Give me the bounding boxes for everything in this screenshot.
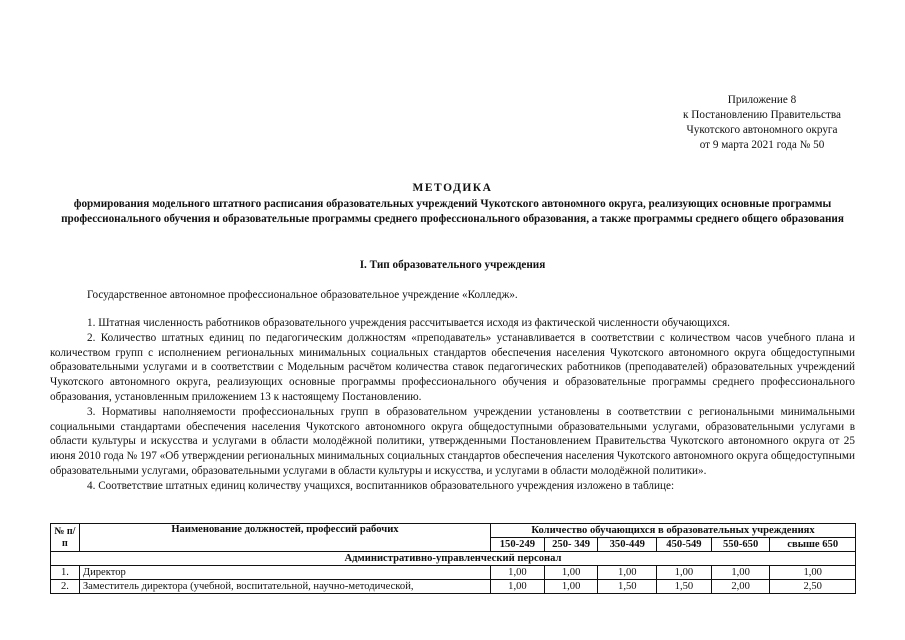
annex-line: Приложение 8 — [727, 94, 797, 106]
body-text — [50, 316, 855, 494]
row-value: 1,00 — [491, 580, 545, 594]
header-group: Количество обучающихся в образовательных учреждениях — [491, 524, 856, 538]
row-value: 1,00 — [770, 566, 856, 580]
row-name: Директор — [79, 566, 490, 580]
header-range: 150-249 — [491, 538, 545, 552]
row-name: Заместитель директора (учебной, воспитательной, научно-методической, — [79, 580, 490, 594]
document-subtitle: формирования модельного штатного расписания образовательных учреждений Чукотского автономного округа, реализующих основные программы профессионального обучения и образовательные программы среднего профессионального образования, а также программы среднего общего образования — [61, 198, 844, 225]
intro-text: Государственное автономное профессиональное образовательное учреждение «Колледж». — [87, 289, 518, 301]
header-range: 450-549 — [657, 538, 712, 552]
paragraph: 2. Количество штатных единиц по педагогическим должностям «преподаватель» устанавливается в соответствии с количеством часов учебного плана и количеством групп с исполнением региональных минимальных социальных стандартов обеспечения населения Чукотского автономного округа общедоступными образовательными услугами и в соответствии с Модельным расчётом количества ставок педагогических работников (преподавателей) образовательных учреждений Чукотского автономного округа, реализующих основные программы профессионального обучения и образовательные программы среднего профессионального образования, установленным приложением 13 к настоящему Постановлению. — [50, 331, 855, 403]
section-row: Административно-управленческий персонал — [51, 552, 856, 566]
staff-table — [50, 523, 856, 594]
row-num: 2. — [51, 580, 80, 594]
header-range: 550-650 — [711, 538, 770, 552]
row-value: 1,00 — [657, 566, 712, 580]
row-value: 1,00 — [491, 566, 545, 580]
row-value: 2,00 — [711, 580, 770, 594]
row-value: 1,50 — [598, 580, 657, 594]
paragraph: 3. Нормативы наполняемости профессиональных групп в образовательном учреждении установлены в соответствии с региональными минимальными социальными стандартами обеспечения населения Чукотского автономного округа общедоступными образовательными услугами, образовательными услугами в области культуры и искусства и услугами в области молодёжной политики, утвержденными Постановлением Правительства Чукотского автономного округа от 25 июня 2010 года № 197 «Об утверждении региональных минимальных социальных стандартов обеспечения населения Чукотского автономного округа общедоступными образовательными услугами, образовательными услугами в области культуры и искусства, и услугами в области молодёжной политики». — [50, 405, 855, 477]
header-name: Наименование должностей, профессий рабочих — [79, 524, 490, 552]
header-range: 350-449 — [598, 538, 657, 552]
table-row — [51, 580, 856, 594]
row-value: 2,50 — [770, 580, 856, 594]
header-range: 250- 349 — [544, 538, 598, 552]
annex-block — [642, 93, 882, 153]
document-title: МЕТОДИКА — [412, 182, 493, 194]
row-value: 1,00 — [711, 566, 770, 580]
annex-line: к Постановлению Правительства — [683, 109, 841, 121]
annex-line: от 9 марта 2021 года № 50 — [699, 139, 825, 151]
paragraph: 1. Штатная численность работников образовательного учреждения рассчитывается исходя из фактической численности обучающихся. — [87, 317, 730, 329]
header-range: свыше 650 — [770, 538, 856, 552]
annex-line: Чукотского автономного округа — [686, 124, 838, 136]
row-value: 1,00 — [544, 580, 598, 594]
paragraph: 4. Соответствие штатных единиц количеству учащихся, воспитанников образовательного учреждения изложено в таблице: — [87, 479, 675, 492]
table-row — [51, 566, 856, 580]
section-heading: I. Тип образовательного учреждения — [359, 259, 546, 271]
row-num: 1. — [51, 566, 80, 580]
row-value: 1,50 — [657, 580, 712, 594]
row-value: 1,00 — [598, 566, 657, 580]
header-num: № п/п — [51, 524, 80, 552]
row-value: 1,00 — [544, 566, 598, 580]
